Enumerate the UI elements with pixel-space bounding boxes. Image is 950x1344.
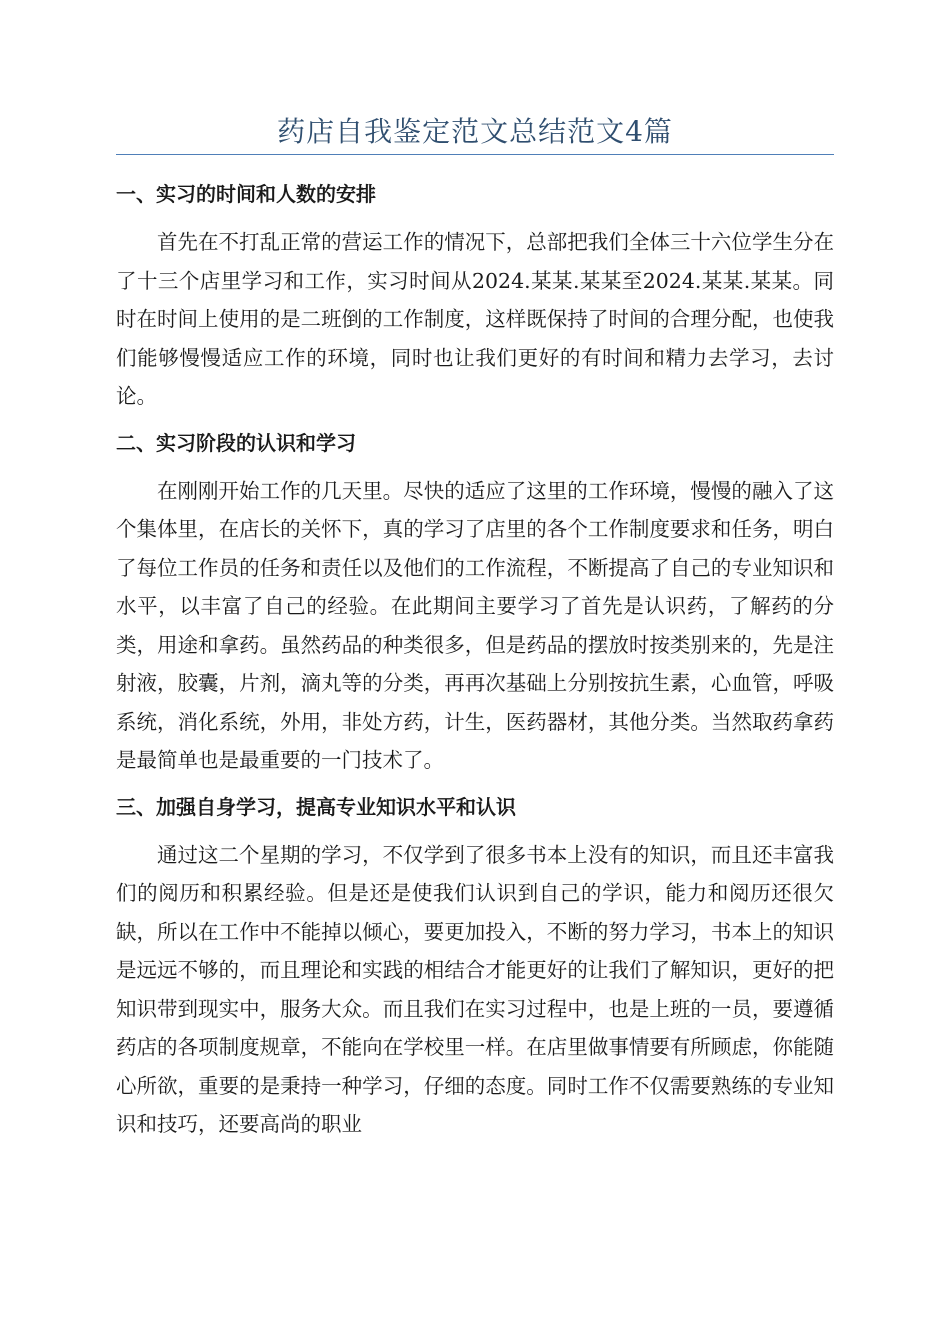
section-heading-1: 一、实习的时间和人数的安排 [116,182,376,206]
section-paragraph-1: 首先在不打乱正常的营运工作的情况下，总部把我们全体三十六位学生分在了十三个店里学习和工作，实习时间从2024.某某.某某至2024.某某.某某。同时在时间上使用的是二班倒的工作制度，这样既保持了时间的合理分配，也使我们能够慢慢适应工作的环境，同时也让我们更好的有时间和精力去学习，去讨论。 [116,230,834,408]
section-paragraph-2: 在刚刚开始工作的几天里。尽快的适应了这里的工作环境，慢慢的融入了这个集体里，在店长的关怀下，真的学习了店里的各个工作制度要求和任务，明白了每位工作员的任务和责任以及他们的工作流程，不断提高了自己的专业知识和水平，以丰富了自己的经验。在此期间主要学习了首先是认识药，了解药的分类，用途和拿药。虽然药品的种类很多，但是药品的摆放时按类别来的，先是注射液，胶囊，片剂，滴丸等的分类，再再次基础上分别按抗生素，心血管，呼吸系统，消化系统，外用，非处方药，计生，医药器材，其他分类。当然取药拿药是最简单也是最重要的一门技术了。 [116,478,834,772]
title-underline [116,154,834,155]
document-body [116,176,834,1153]
section-heading-2: 二、实习阶段的认识和学习 [116,430,356,455]
section-heading-3: 三、加强自身学习，提高专业知识水平和认识 [116,794,516,819]
document-title: 药店自我鉴定范文总结范文4篇 [277,115,673,148]
section-paragraph-3: 通过这二个星期的学习，不仅学到了很多书本上没有的知识，而且还丰富我们的阅历和积累经验。但是还是使我们认识到自己的学识，能力和阅历还很欠缺，所以在工作中不能掉以倾心，要更加投入，不断的努力学习，书本上的知识是远远不够的，而且理论和实践的相结合才能更好的让我们了解知识，更好的把知识带到现实中，服务大众。而且我们在实习过程中，也是上班的一员，要遵循药店的各项制度规章，不能向在学校里一样。在店里做事情要有所顾虑，你能随心所欲，重要的是秉持一种学习，仔细的态度。同时工作不仅需要熟练的专业知识和技巧，还要高尚的职业 [116,842,834,1136]
